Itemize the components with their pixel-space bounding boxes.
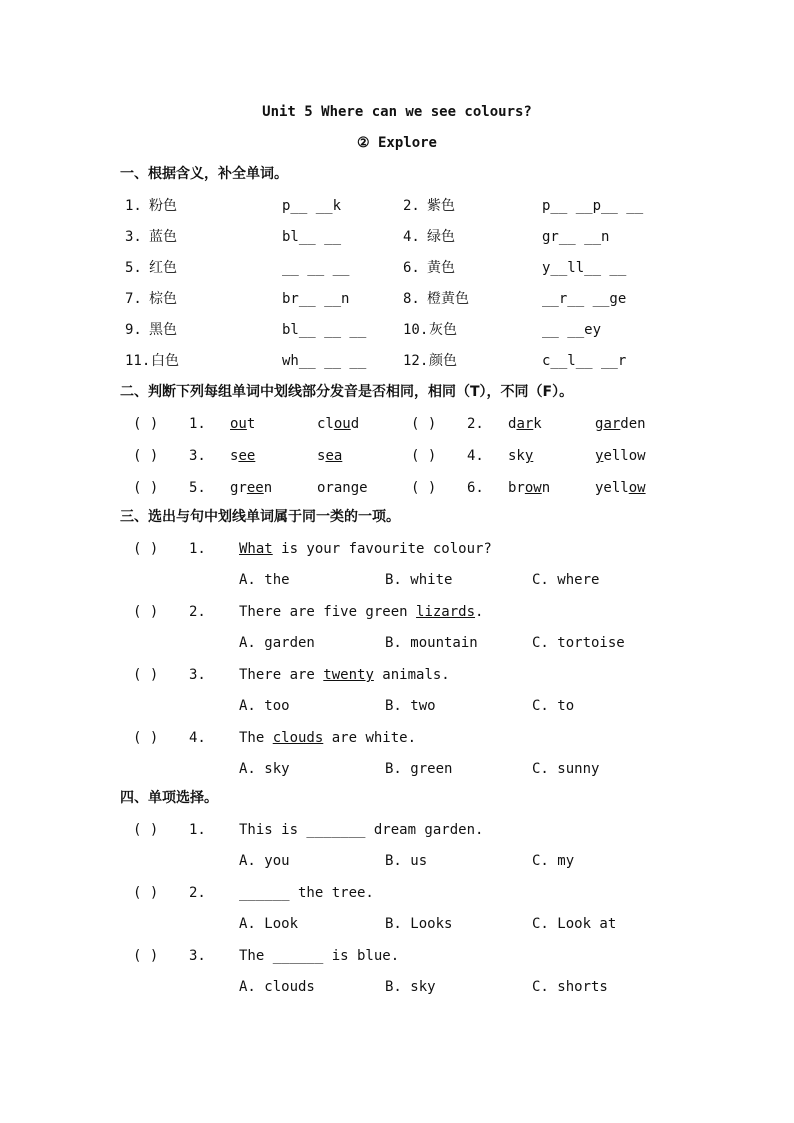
option-b: B. sky	[385, 979, 436, 995]
item-number: 6.	[467, 480, 484, 496]
word-blank: wh__ __ __	[282, 353, 367, 369]
section-4-heading: 四、单项选择。	[120, 790, 218, 806]
word-2: sea	[317, 448, 343, 464]
word-blank: __r__ __ge	[542, 291, 627, 307]
word-blank: __ __ __	[282, 260, 350, 276]
question-sentence: There are twenty animals.	[239, 667, 450, 683]
item-number: 4.	[467, 448, 484, 464]
answer-paren: ( )	[133, 948, 159, 964]
option-c: C. shorts	[532, 979, 608, 995]
item-number: 3.	[189, 948, 206, 964]
section-3-heading: 三、选出与句中划线单词属于同一类的一项。	[120, 509, 400, 525]
answer-paren: ( )	[133, 480, 159, 496]
item-number: 5.	[125, 260, 142, 276]
option-b: B. white	[385, 572, 453, 588]
chinese-word: 橙黄色	[427, 291, 469, 307]
item-number: 3.	[189, 667, 206, 683]
chinese-word: 紫色	[427, 198, 455, 214]
option-c: C. to	[532, 698, 575, 714]
item-number: 3.	[125, 229, 142, 245]
word-2: orange	[317, 480, 368, 496]
page-title: Unit 5 Where can we see colours?	[262, 104, 532, 120]
section-2-heading: 二、判断下列每组单词中划线部分发音是否相同，相同（T），不同（F）。	[120, 384, 574, 400]
option-a: A. Look	[239, 916, 299, 932]
item-number: 1.	[125, 198, 142, 214]
item-number: 1.	[189, 416, 206, 432]
option-a: A. too	[239, 698, 290, 714]
answer-paren: ( )	[411, 480, 437, 496]
item-number: 2.	[189, 604, 206, 620]
option-b: B. mountain	[385, 635, 478, 651]
section-1-heading: 一、根据含义，补全单词。	[120, 166, 288, 182]
answer-paren: ( )	[133, 448, 159, 464]
option-c: C. sunny	[532, 761, 600, 777]
word-2: yellow	[595, 480, 646, 496]
option-a: A. clouds	[239, 979, 315, 995]
question-sentence: The clouds are white.	[239, 730, 417, 746]
answer-paren: ( )	[133, 667, 159, 683]
option-c: C. where	[532, 572, 600, 588]
chinese-word: 黑色	[149, 322, 177, 338]
word-2: cloud	[317, 416, 360, 432]
chinese-word: 颜色	[429, 353, 457, 369]
item-number: 4.	[189, 730, 206, 746]
question-sentence: ______ the tree.	[239, 885, 374, 901]
chinese-word: 蓝色	[149, 229, 177, 245]
answer-paren: ( )	[133, 604, 159, 620]
answer-paren: ( )	[411, 448, 437, 464]
option-a: A. garden	[239, 635, 315, 651]
chinese-word: 黄色	[427, 260, 455, 276]
option-a: A. sky	[239, 761, 290, 777]
item-number: 2.	[189, 885, 206, 901]
item-number: 7.	[125, 291, 142, 307]
word-blank: p__ __p__ __	[542, 198, 644, 214]
option-b: B. two	[385, 698, 436, 714]
option-b: B. Looks	[385, 916, 453, 932]
word-blank: __ __ey	[542, 322, 602, 338]
answer-paren: ( )	[411, 416, 437, 432]
word-1: dark	[508, 416, 542, 432]
item-number: 6.	[403, 260, 420, 276]
page-subtitle: ② Explore	[357, 135, 437, 151]
item-number: 2.	[403, 198, 420, 214]
option-a: A. you	[239, 853, 290, 869]
item-number: 1.	[189, 822, 206, 838]
question-sentence: The ______ is blue.	[239, 948, 400, 964]
chinese-word: 绿色	[427, 229, 455, 245]
word-1: green	[230, 480, 273, 496]
chinese-word: 粉色	[149, 198, 177, 214]
item-number: 9.	[125, 322, 142, 338]
chinese-word: 白色	[151, 353, 179, 369]
chinese-word: 灰色	[429, 322, 457, 338]
item-number: 4.	[403, 229, 420, 245]
word-1: sky	[508, 448, 534, 464]
word-blank: br__ __n	[282, 291, 350, 307]
word-blank: gr__ __n	[542, 229, 610, 245]
word-2: yellow	[595, 448, 646, 464]
item-number: 5.	[189, 480, 206, 496]
word-1: brown	[508, 480, 551, 496]
item-number: 1.	[189, 541, 206, 557]
option-c: C. tortoise	[532, 635, 625, 651]
chinese-word: 棕色	[149, 291, 177, 307]
option-c: C. Look at	[532, 916, 617, 932]
answer-paren: ( )	[133, 730, 159, 746]
item-number: 12.	[403, 353, 429, 369]
chinese-word: 红色	[149, 260, 177, 276]
answer-paren: ( )	[133, 416, 159, 432]
answer-paren: ( )	[133, 885, 159, 901]
item-number: 8.	[403, 291, 420, 307]
item-number: 2.	[467, 416, 484, 432]
word-1: out	[230, 416, 256, 432]
item-number: 11.	[125, 353, 151, 369]
option-b: B. green	[385, 761, 453, 777]
item-number: 10.	[403, 322, 429, 338]
answer-paren: ( )	[133, 822, 159, 838]
option-a: A. the	[239, 572, 290, 588]
question-sentence: There are five green lizards.	[239, 604, 484, 620]
option-b: B. us	[385, 853, 428, 869]
item-number: 3.	[189, 448, 206, 464]
option-c: C. my	[532, 853, 575, 869]
question-sentence: What is your favourite colour?	[239, 541, 492, 557]
word-blank: bl__ __	[282, 229, 342, 245]
word-blank: c__l__ __r	[542, 353, 627, 369]
answer-paren: ( )	[133, 541, 159, 557]
question-sentence: This is _______ dream garden.	[239, 822, 484, 838]
word-blank: p__ __k	[282, 198, 342, 214]
word-blank: bl__ __ __	[282, 322, 367, 338]
word-blank: y__ll__ __	[542, 260, 627, 276]
word-2: garden	[595, 416, 646, 432]
word-1: see	[230, 448, 256, 464]
